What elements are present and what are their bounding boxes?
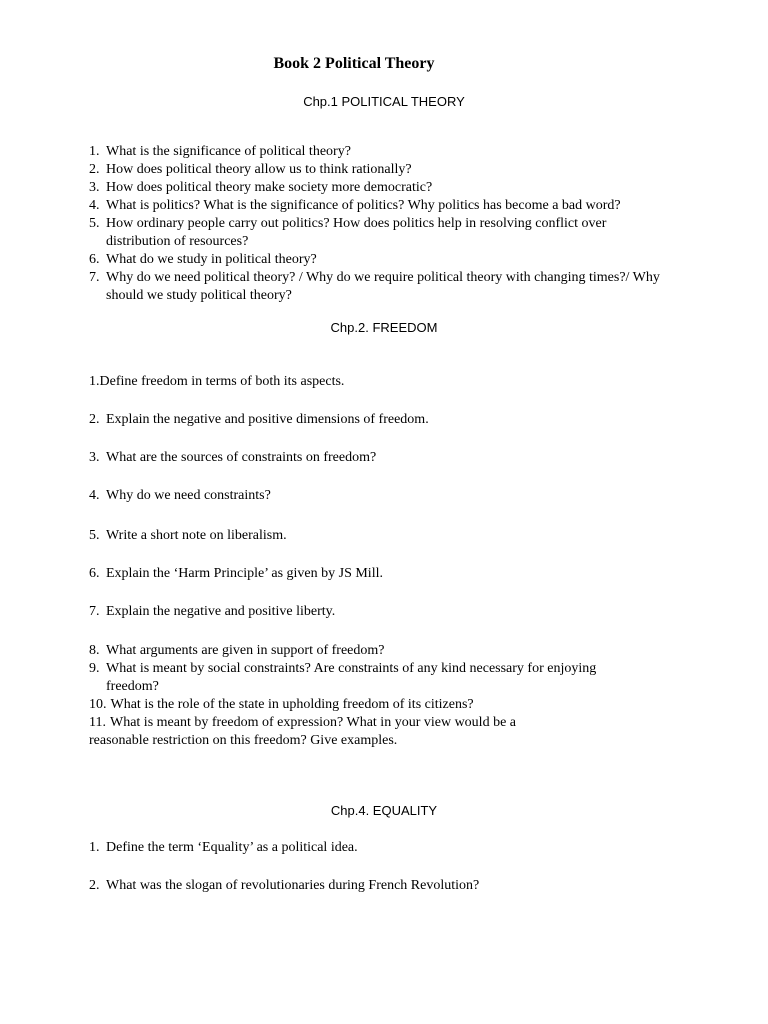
question-number: 8. <box>89 643 100 658</box>
question-number: 1. <box>89 374 100 389</box>
list-item <box>89 373 689 391</box>
list-item <box>89 143 689 161</box>
chapter-heading-political-theory: Chp.1 POLITICAL THEORY <box>303 94 465 109</box>
question-text: How does political theory allow us to think rationally? <box>106 162 412 177</box>
list-item <box>89 527 689 545</box>
question-number: 2. <box>89 162 100 177</box>
question-number: 6. <box>89 252 100 267</box>
question-number: 4. <box>89 198 100 213</box>
list-item <box>89 215 659 251</box>
question-text: Define freedom in terms of both its aspects. <box>99 374 345 389</box>
list-item <box>89 449 689 467</box>
question-text: What is the significance of political theory? <box>106 144 351 159</box>
list-item <box>89 565 689 583</box>
question-number: 5. <box>89 528 100 543</box>
list-item <box>89 179 689 197</box>
question-number: 2. <box>89 878 100 893</box>
question-number: 3. <box>89 180 100 195</box>
question-text: What is the role of the state in upholding freedom of its citizens? <box>110 697 474 712</box>
question-text: How does political theory make society more democratic? <box>106 180 433 195</box>
question-number: 9. <box>89 661 100 676</box>
question-text: Define the term ‘Equality’ as a political idea. <box>106 840 358 855</box>
question-text: Explain the negative and positive liberty. <box>106 604 336 619</box>
question-number: 7. <box>89 270 100 285</box>
list-item <box>89 660 649 696</box>
question-number: 10. <box>89 697 107 712</box>
question-text: What is politics? What is the significance of politics? Why politics has become a bad word? <box>106 198 621 213</box>
question-text: How ordinary people carry out politics? How does politics help in resolving conflict over distribution of resources? <box>106 216 607 249</box>
list-item <box>89 251 689 269</box>
question-number: 6. <box>89 566 100 581</box>
list-item <box>89 603 689 621</box>
question-text: Explain the ‘Harm Principle’ as given by JS Mill. <box>106 566 383 581</box>
question-text: Why do we need constraints? <box>106 488 271 503</box>
question-number: 1. <box>89 144 100 159</box>
list-item <box>89 161 689 179</box>
list-item <box>89 642 689 660</box>
question-number: 4. <box>89 488 100 503</box>
question-text: What is meant by freedom of expression? What in your view would be a reasonable restriction on this freedom? Give examples. <box>89 715 516 748</box>
list-item <box>89 487 689 505</box>
list-item <box>89 839 689 857</box>
question-number: 1. <box>89 840 100 855</box>
question-text: Explain the negative and positive dimensions of freedom. <box>106 412 429 427</box>
question-text: What was the slogan of revolutionaries during French Revolution? <box>106 878 480 893</box>
question-number: 7. <box>89 604 100 619</box>
document-title: Book 2 Political Theory <box>273 55 435 72</box>
list-item <box>89 714 549 750</box>
question-number: 5. <box>89 216 100 231</box>
question-number: 11. <box>89 715 106 730</box>
question-number: 3. <box>89 450 100 465</box>
question-text: Why do we need political theory? / Why do we require political theory with changing times?/ Why should we study political theory? <box>106 270 660 303</box>
question-text: What are the sources of constraints on freedom? <box>106 450 377 465</box>
list-item <box>89 411 689 429</box>
list-item <box>89 269 679 305</box>
question-text: What do we study in political theory? <box>106 252 317 267</box>
chapter-heading-freedom: Chp.2. FREEDOM <box>330 320 438 335</box>
question-text: What arguments are given in support of freedom? <box>106 643 385 658</box>
list-item <box>89 197 689 215</box>
question-text: Write a short note on liberalism. <box>106 528 287 543</box>
list-item <box>89 877 689 895</box>
chapter-heading-equality: Chp.4. EQUALITY <box>330 803 438 818</box>
question-text: What is meant by social constraints? Are constraints of any kind necessary for enjoying freedom? <box>106 661 597 694</box>
question-number: 2. <box>89 412 100 427</box>
list-item <box>89 696 689 714</box>
